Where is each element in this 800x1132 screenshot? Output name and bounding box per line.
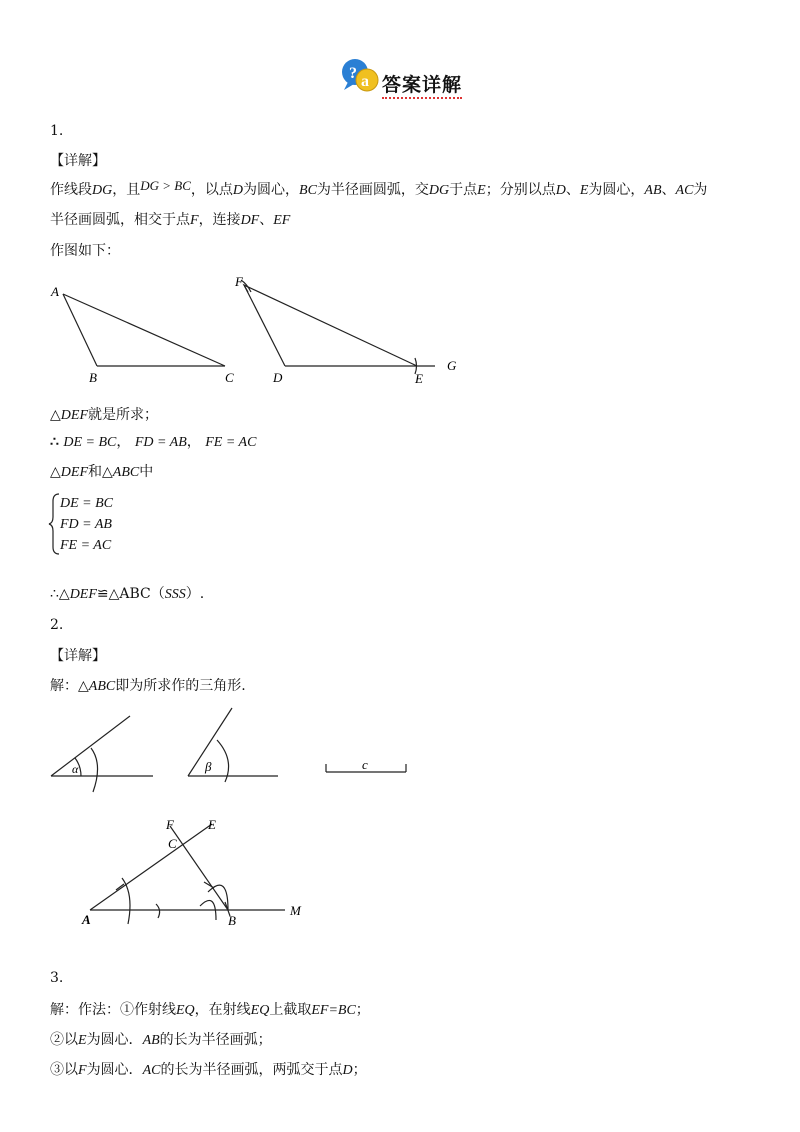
q1-number: 1. bbox=[50, 123, 64, 139]
system-eq-3: FE = AC bbox=[60, 538, 112, 553]
segment-AC bbox=[63, 294, 225, 366]
label-A: A bbox=[51, 284, 59, 299]
q1-intro-line1: 作线段DG，且DG > BC，以点D为圆心，BC为半径画圆弧，交DG于点E；分别以点D、E为圆心，AB、AC为 bbox=[50, 178, 708, 198]
arc-c-1 bbox=[156, 904, 160, 918]
q3-number: 3. bbox=[50, 970, 64, 986]
q1-draw-note: 作图如下： bbox=[50, 243, 120, 259]
q1-intro-line2: 半径画圆弧，相交于点F，连接DF、EF bbox=[50, 212, 291, 228]
q3-step-1: 解：作法：①作射线EQ，在射线EQ上截取EF=BC； bbox=[50, 1002, 370, 1018]
label-F: F bbox=[235, 274, 243, 289]
q2-number: 2. bbox=[50, 617, 64, 633]
label-B: B bbox=[228, 913, 236, 928]
q2-given-figure bbox=[45, 700, 415, 795]
label-M: M bbox=[290, 903, 301, 918]
label-c: c bbox=[362, 757, 368, 772]
label-E: E bbox=[208, 817, 216, 832]
segment-EF bbox=[244, 285, 417, 366]
ray-BF bbox=[170, 826, 228, 910]
logo-q-text: ? bbox=[349, 65, 357, 82]
q2-tag: 【详解】 bbox=[50, 648, 106, 664]
qa-logo-icon bbox=[338, 56, 382, 98]
segment-AB bbox=[63, 294, 97, 366]
system-eq-2: FD = AB bbox=[60, 517, 112, 532]
q1-equalities: ∴ DE = BC， FD = AB， FE = AC bbox=[50, 434, 257, 450]
alpha-side-ray bbox=[51, 716, 130, 776]
label-E: E bbox=[415, 371, 423, 386]
q1-compare: △DEF和△ABC中 bbox=[50, 464, 154, 480]
q3-step-2: ②以E为圆心．AB的长为半径画弧； bbox=[50, 1032, 272, 1048]
label-A: A bbox=[82, 912, 91, 927]
system-eq-1: DE = BC bbox=[60, 496, 113, 511]
label-C: C bbox=[225, 370, 234, 385]
q1-system bbox=[60, 493, 113, 556]
label-alpha: α bbox=[72, 762, 79, 776]
label-beta: β bbox=[205, 759, 212, 774]
ray-AE bbox=[90, 824, 212, 910]
q1-conclusion: ∴△DEF≌△ABC（SSS）. bbox=[50, 586, 205, 602]
alpha-large-arc bbox=[91, 748, 98, 792]
q2-triangle-figure bbox=[80, 812, 330, 932]
label-C: C bbox=[168, 836, 177, 851]
q1-figure bbox=[45, 270, 475, 395]
q2-solution: 解：△ABC即为所求作的三角形. bbox=[50, 678, 246, 694]
label-F: F bbox=[166, 817, 174, 832]
q1-tag: 【详解】 bbox=[50, 153, 106, 169]
q1-result: △DEF就是所求； bbox=[50, 407, 158, 423]
logo-a-text: a bbox=[361, 73, 369, 90]
label-B: B bbox=[89, 370, 97, 385]
page-title: 答案详解 bbox=[382, 70, 462, 99]
label-G: G bbox=[447, 358, 457, 373]
segment-DF bbox=[244, 285, 285, 366]
label-D: D bbox=[273, 370, 283, 385]
q3-step-3: ③以F为圆心．AC的长为半径画弧，两弧交于点D； bbox=[50, 1062, 367, 1078]
answer-header bbox=[338, 56, 468, 98]
